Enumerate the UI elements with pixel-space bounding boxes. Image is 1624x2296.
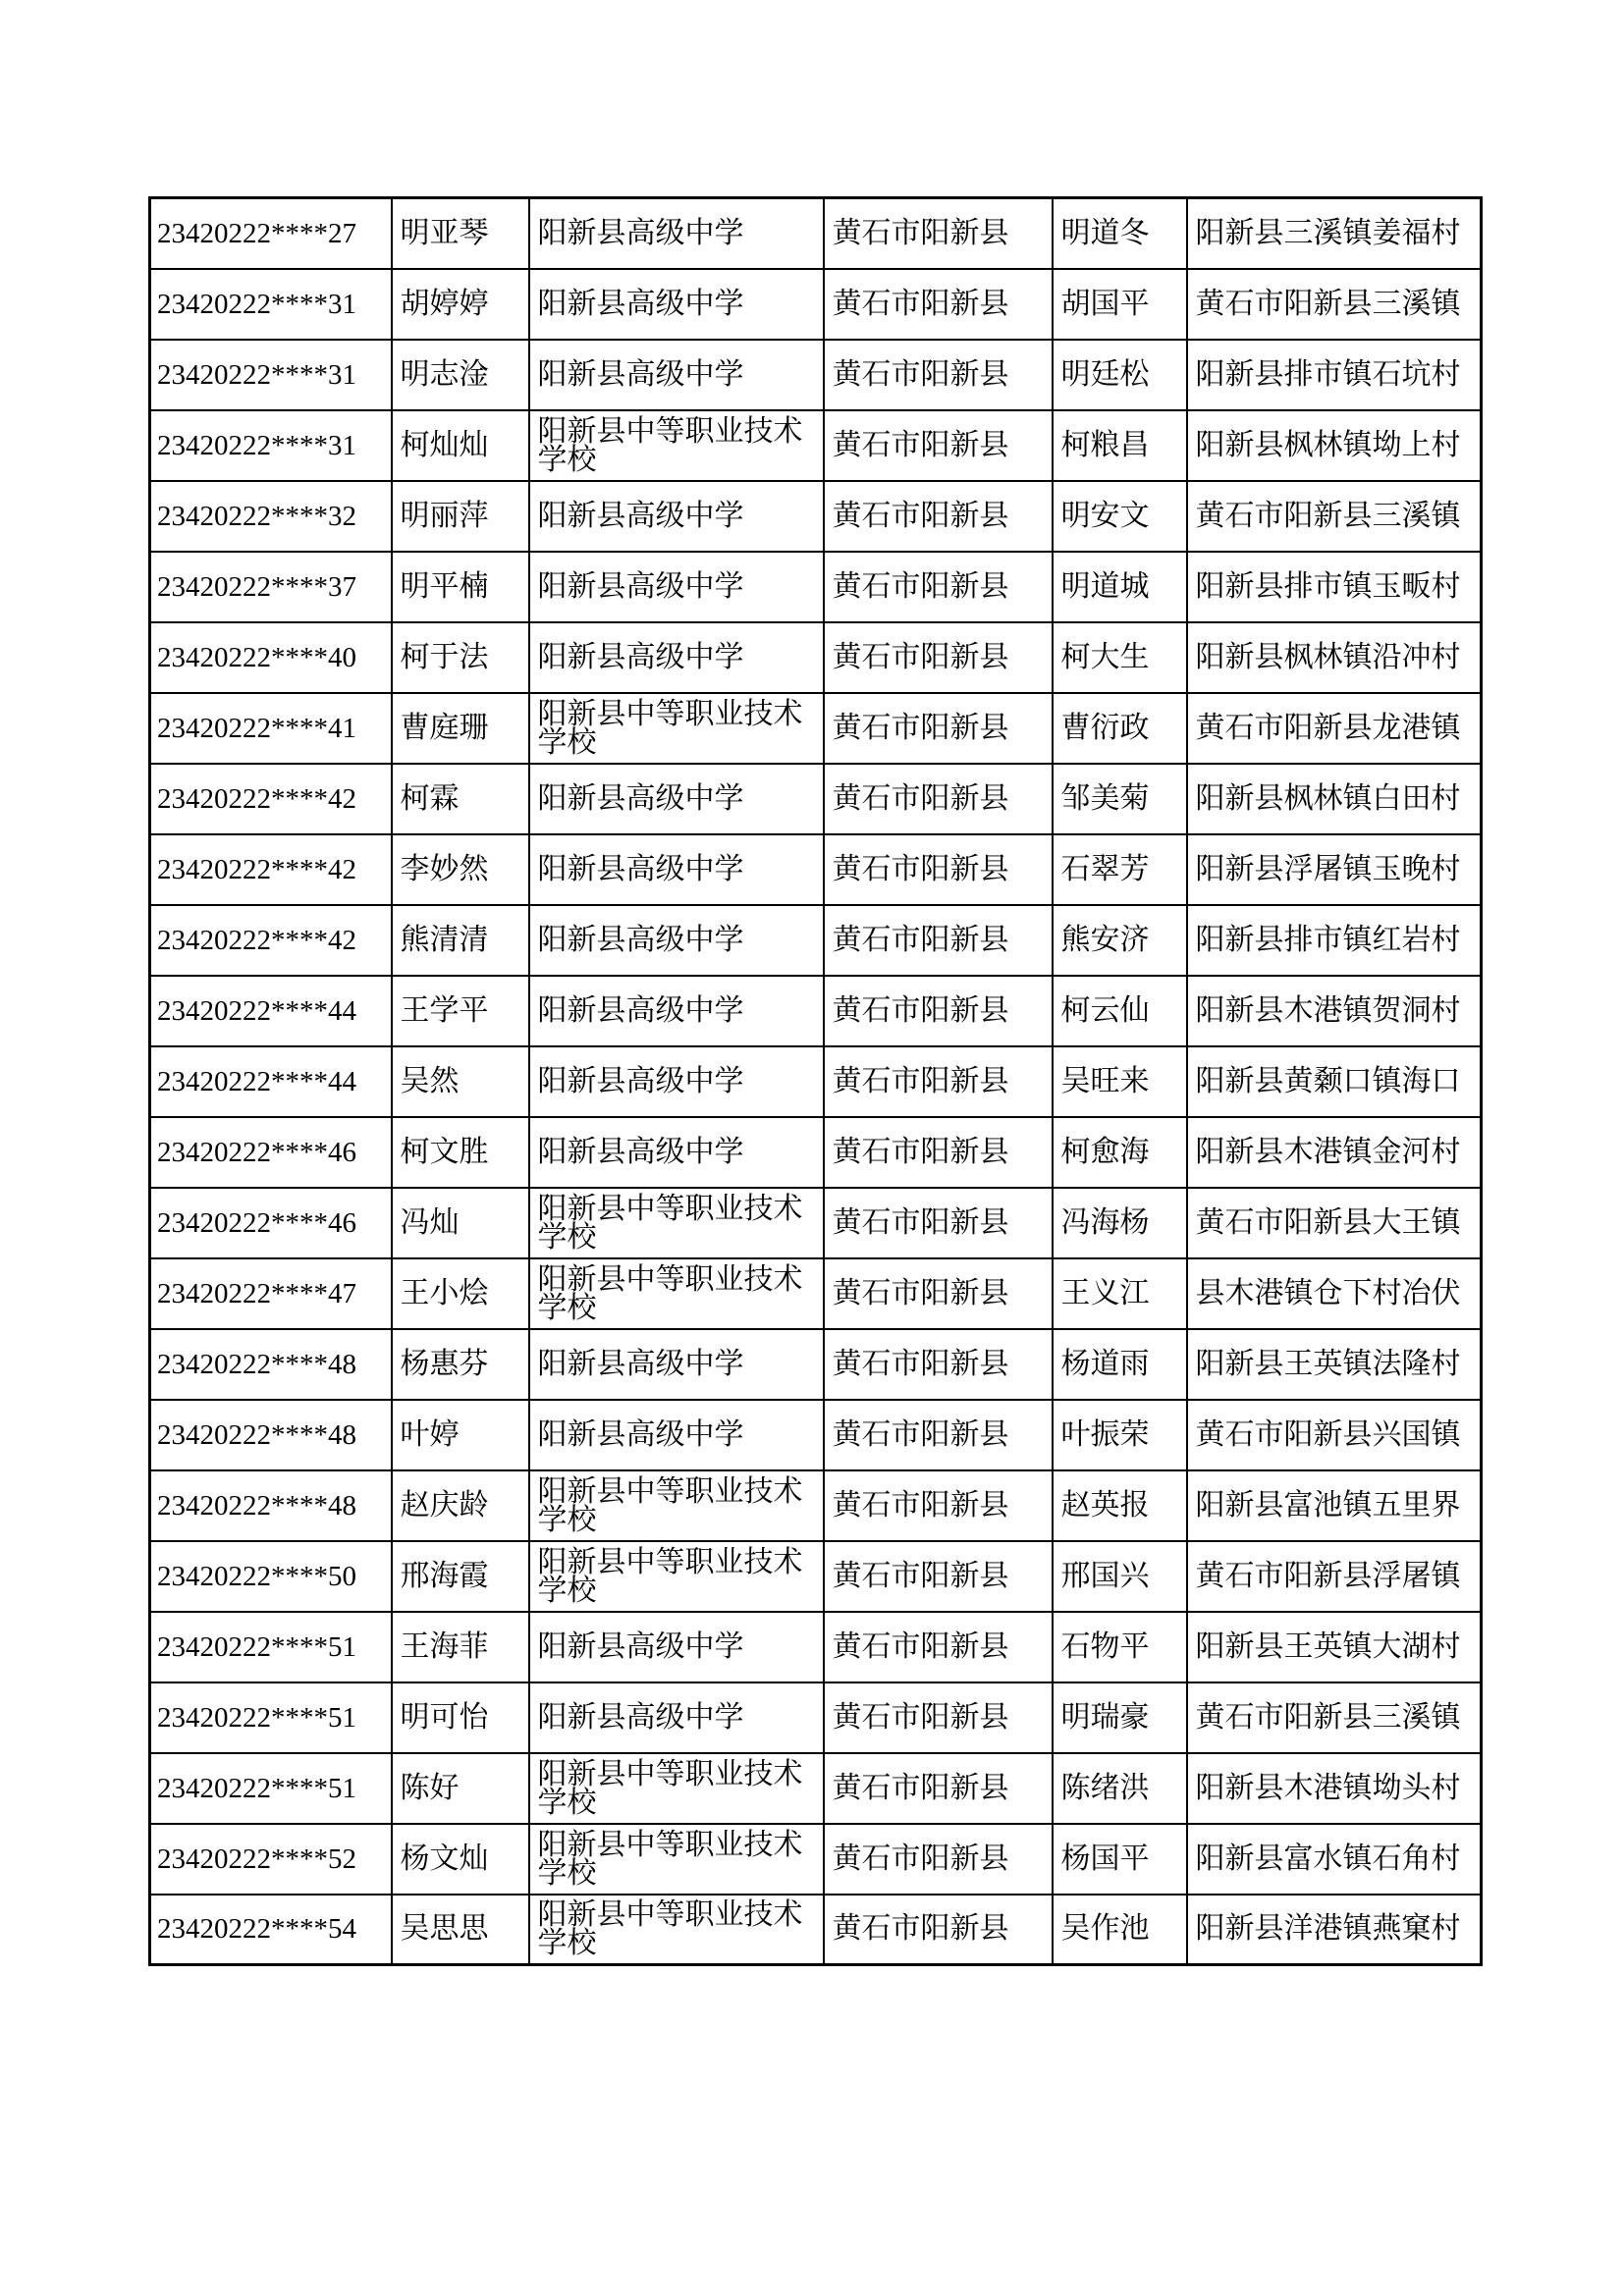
student-name-cell: 邢海霞 bbox=[392, 1541, 529, 1612]
student-name-cell: 明可怡 bbox=[392, 1682, 529, 1753]
region-cell: 黄石市阳新县 bbox=[824, 1470, 1053, 1541]
guardian-name-cell: 曹衍政 bbox=[1053, 693, 1187, 764]
guardian-name-cell: 吴旺来 bbox=[1053, 1046, 1187, 1117]
student-name-cell: 王小烩 bbox=[392, 1258, 529, 1329]
region-cell: 黄石市阳新县 bbox=[824, 693, 1053, 764]
guardian-name-cell: 邢国兴 bbox=[1053, 1541, 1187, 1612]
school-cell: 阳新县中等职业技术学校 bbox=[529, 410, 824, 481]
table-row bbox=[150, 1046, 1482, 1117]
region-cell: 黄石市阳新县 bbox=[824, 1541, 1053, 1612]
guardian-name-cell: 邹美菊 bbox=[1053, 764, 1187, 834]
guardian-name-cell: 明道冬 bbox=[1053, 198, 1187, 269]
address-cell: 阳新县木港镇坳头村 bbox=[1187, 1753, 1482, 1824]
student-name-cell: 明志淦 bbox=[392, 340, 529, 410]
school-cell: 阳新县高级中学 bbox=[529, 552, 824, 622]
table-row bbox=[150, 340, 1482, 410]
school-cell: 阳新县高级中学 bbox=[529, 905, 824, 976]
student-id-cell: 23420222****46 bbox=[150, 1188, 392, 1258]
guardian-name-cell: 明安文 bbox=[1053, 481, 1187, 552]
student-name-cell: 赵庆龄 bbox=[392, 1470, 529, 1541]
address-cell: 阳新县木港镇贺洞村 bbox=[1187, 976, 1482, 1046]
region-cell: 黄石市阳新县 bbox=[824, 905, 1053, 976]
student-name-cell: 王学平 bbox=[392, 976, 529, 1046]
table-row bbox=[150, 1612, 1482, 1682]
address-cell: 阳新县富水镇石角村 bbox=[1187, 1824, 1482, 1895]
school-cell: 阳新县中等职业技术学校 bbox=[529, 693, 824, 764]
address-cell: 阳新县枫林镇坳上村 bbox=[1187, 410, 1482, 481]
address-cell: 阳新县浮屠镇玉晚村 bbox=[1187, 834, 1482, 905]
region-cell: 黄石市阳新县 bbox=[824, 764, 1053, 834]
school-cell: 阳新县高级中学 bbox=[529, 834, 824, 905]
school-cell: 阳新县高级中学 bbox=[529, 1329, 824, 1400]
region-cell: 黄石市阳新县 bbox=[824, 1895, 1053, 1965]
student-id-cell: 23420222****27 bbox=[150, 198, 392, 269]
student-id-cell: 23420222****50 bbox=[150, 1541, 392, 1612]
school-cell: 阳新县高级中学 bbox=[529, 1400, 824, 1470]
region-cell: 黄石市阳新县 bbox=[824, 1682, 1053, 1753]
student-id-cell: 23420222****42 bbox=[150, 905, 392, 976]
address-cell: 黄石市阳新县兴国镇 bbox=[1187, 1400, 1482, 1470]
region-cell: 黄石市阳新县 bbox=[824, 1400, 1053, 1470]
student-id-cell: 23420222****32 bbox=[150, 481, 392, 552]
region-cell: 黄石市阳新县 bbox=[824, 1612, 1053, 1682]
address-cell: 阳新县枫林镇沿冲村 bbox=[1187, 622, 1482, 693]
school-cell: 阳新县高级中学 bbox=[529, 269, 824, 340]
guardian-name-cell: 赵英报 bbox=[1053, 1470, 1187, 1541]
student-name-cell: 杨惠芬 bbox=[392, 1329, 529, 1400]
school-cell: 阳新县高级中学 bbox=[529, 622, 824, 693]
school-cell: 阳新县中等职业技术学校 bbox=[529, 1541, 824, 1612]
guardian-name-cell: 吴作池 bbox=[1053, 1895, 1187, 1965]
school-cell: 阳新县高级中学 bbox=[529, 976, 824, 1046]
student-name-cell: 李妙然 bbox=[392, 834, 529, 905]
student-id-cell: 23420222****48 bbox=[150, 1400, 392, 1470]
table-row bbox=[150, 764, 1482, 834]
student-id-cell: 23420222****40 bbox=[150, 622, 392, 693]
student-name-cell: 明平楠 bbox=[392, 552, 529, 622]
student-name-cell: 叶婷 bbox=[392, 1400, 529, 1470]
address-cell: 阳新县枫林镇白田村 bbox=[1187, 764, 1482, 834]
guardian-name-cell: 熊安济 bbox=[1053, 905, 1187, 976]
student-id-cell: 23420222****44 bbox=[150, 1046, 392, 1117]
school-cell: 阳新县中等职业技术学校 bbox=[529, 1753, 824, 1824]
address-cell: 黄石市阳新县龙港镇 bbox=[1187, 693, 1482, 764]
student-name-cell: 柯文胜 bbox=[392, 1117, 529, 1188]
table-row bbox=[150, 1470, 1482, 1541]
region-cell: 黄石市阳新县 bbox=[824, 481, 1053, 552]
guardian-name-cell: 柯云仙 bbox=[1053, 976, 1187, 1046]
address-cell: 黄石市阳新县大王镇 bbox=[1187, 1188, 1482, 1258]
table-row bbox=[150, 976, 1482, 1046]
school-cell: 阳新县高级中学 bbox=[529, 1682, 824, 1753]
student-id-cell: 23420222****37 bbox=[150, 552, 392, 622]
table-row bbox=[150, 1824, 1482, 1895]
region-cell: 黄石市阳新县 bbox=[824, 622, 1053, 693]
student-id-cell: 23420222****51 bbox=[150, 1682, 392, 1753]
student-name-cell: 吴思思 bbox=[392, 1895, 529, 1965]
school-cell: 阳新县高级中学 bbox=[529, 1612, 824, 1682]
region-cell: 黄石市阳新县 bbox=[824, 269, 1053, 340]
address-cell: 黄石市阳新县三溪镇 bbox=[1187, 1682, 1482, 1753]
region-cell: 黄石市阳新县 bbox=[824, 1753, 1053, 1824]
region-cell: 黄石市阳新县 bbox=[824, 1258, 1053, 1329]
student-id-cell: 23420222****31 bbox=[150, 269, 392, 340]
address-cell: 阳新县三溪镇姜福村 bbox=[1187, 198, 1482, 269]
student-name-cell: 杨文灿 bbox=[392, 1824, 529, 1895]
student-id-cell: 23420222****42 bbox=[150, 834, 392, 905]
address-cell: 阳新县黄颡口镇海口 bbox=[1187, 1046, 1482, 1117]
student-id-cell: 23420222****44 bbox=[150, 976, 392, 1046]
guardian-name-cell: 明瑞豪 bbox=[1053, 1682, 1187, 1753]
school-cell: 阳新县高级中学 bbox=[529, 198, 824, 269]
table-row bbox=[150, 1188, 1482, 1258]
student-id-cell: 23420222****47 bbox=[150, 1258, 392, 1329]
guardian-name-cell: 明廷松 bbox=[1053, 340, 1187, 410]
table-row bbox=[150, 198, 1482, 269]
table-row bbox=[150, 1258, 1482, 1329]
address-cell: 阳新县洋港镇燕窠村 bbox=[1187, 1895, 1482, 1965]
guardian-name-cell: 柯粮昌 bbox=[1053, 410, 1187, 481]
student-name-cell: 胡婷婷 bbox=[392, 269, 529, 340]
roster-body bbox=[150, 198, 1482, 1965]
address-cell: 阳新县王英镇大湖村 bbox=[1187, 1612, 1482, 1682]
student-id-cell: 23420222****31 bbox=[150, 410, 392, 481]
student-name-cell: 冯灿 bbox=[392, 1188, 529, 1258]
school-cell: 阳新县中等职业技术学校 bbox=[529, 1258, 824, 1329]
student-id-cell: 23420222****51 bbox=[150, 1753, 392, 1824]
student-name-cell: 吴然 bbox=[392, 1046, 529, 1117]
school-cell: 阳新县高级中学 bbox=[529, 764, 824, 834]
region-cell: 黄石市阳新县 bbox=[824, 834, 1053, 905]
region-cell: 黄石市阳新县 bbox=[824, 976, 1053, 1046]
address-cell: 阳新县王英镇法隆村 bbox=[1187, 1329, 1482, 1400]
address-cell: 黄石市阳新县三溪镇 bbox=[1187, 269, 1482, 340]
guardian-name-cell: 胡国平 bbox=[1053, 269, 1187, 340]
school-cell: 阳新县高级中学 bbox=[529, 1117, 824, 1188]
student-name-cell: 明丽萍 bbox=[392, 481, 529, 552]
guardian-name-cell: 柯愈海 bbox=[1053, 1117, 1187, 1188]
student-name-cell: 柯灿灿 bbox=[392, 410, 529, 481]
student-id-cell: 23420222****31 bbox=[150, 340, 392, 410]
table-row bbox=[150, 905, 1482, 976]
student-id-cell: 23420222****48 bbox=[150, 1329, 392, 1400]
table-row bbox=[150, 552, 1482, 622]
region-cell: 黄石市阳新县 bbox=[824, 410, 1053, 481]
address-cell: 阳新县富池镇五里界 bbox=[1187, 1470, 1482, 1541]
student-name-cell: 曹庭珊 bbox=[392, 693, 529, 764]
region-cell: 黄石市阳新县 bbox=[824, 198, 1053, 269]
school-cell: 阳新县中等职业技术学校 bbox=[529, 1824, 824, 1895]
table-row bbox=[150, 693, 1482, 764]
guardian-name-cell: 冯海杨 bbox=[1053, 1188, 1187, 1258]
table-row bbox=[150, 1329, 1482, 1400]
region-cell: 黄石市阳新县 bbox=[824, 552, 1053, 622]
table-row bbox=[150, 269, 1482, 340]
student-name-cell: 王海菲 bbox=[392, 1612, 529, 1682]
school-cell: 阳新县中等职业技术学校 bbox=[529, 1188, 824, 1258]
guardian-name-cell: 明道城 bbox=[1053, 552, 1187, 622]
school-cell: 阳新县高级中学 bbox=[529, 481, 824, 552]
guardian-name-cell: 陈绪洪 bbox=[1053, 1753, 1187, 1824]
table-row bbox=[150, 410, 1482, 481]
table-row bbox=[150, 1117, 1482, 1188]
school-cell: 阳新县中等职业技术学校 bbox=[529, 1895, 824, 1965]
student-name-cell: 柯于法 bbox=[392, 622, 529, 693]
school-cell: 阳新县高级中学 bbox=[529, 340, 824, 410]
table-row bbox=[150, 1400, 1482, 1470]
guardian-name-cell: 石翠芳 bbox=[1053, 834, 1187, 905]
region-cell: 黄石市阳新县 bbox=[824, 1046, 1053, 1117]
student-name-cell: 明亚琴 bbox=[392, 198, 529, 269]
guardian-name-cell: 杨国平 bbox=[1053, 1824, 1187, 1895]
table-row bbox=[150, 622, 1482, 693]
school-cell: 阳新县高级中学 bbox=[529, 1046, 824, 1117]
address-cell: 黄石市阳新县浮屠镇 bbox=[1187, 1541, 1482, 1612]
address-cell: 黄石市阳新县三溪镇 bbox=[1187, 481, 1482, 552]
table-row bbox=[150, 1541, 1482, 1612]
student-id-cell: 23420222****52 bbox=[150, 1824, 392, 1895]
student-id-cell: 23420222****54 bbox=[150, 1895, 392, 1965]
student-id-cell: 23420222****42 bbox=[150, 764, 392, 834]
table-row bbox=[150, 1682, 1482, 1753]
student-id-cell: 23420222****41 bbox=[150, 693, 392, 764]
region-cell: 黄石市阳新县 bbox=[824, 1117, 1053, 1188]
table-row bbox=[150, 1895, 1482, 1965]
table-row bbox=[150, 481, 1482, 552]
student-id-cell: 23420222****46 bbox=[150, 1117, 392, 1188]
address-cell: 阳新县排市镇玉畈村 bbox=[1187, 552, 1482, 622]
roster-table bbox=[148, 196, 1483, 1966]
region-cell: 黄石市阳新县 bbox=[824, 1188, 1053, 1258]
region-cell: 黄石市阳新县 bbox=[824, 1824, 1053, 1895]
student-name-cell: 陈好 bbox=[392, 1753, 529, 1824]
guardian-name-cell: 王义江 bbox=[1053, 1258, 1187, 1329]
guardian-name-cell: 石物平 bbox=[1053, 1612, 1187, 1682]
address-cell: 阳新县排市镇红岩村 bbox=[1187, 905, 1482, 976]
guardian-name-cell: 叶振荣 bbox=[1053, 1400, 1187, 1470]
guardian-name-cell: 柯大生 bbox=[1053, 622, 1187, 693]
table-row bbox=[150, 1753, 1482, 1824]
student-name-cell: 柯霖 bbox=[392, 764, 529, 834]
student-id-cell: 23420222****51 bbox=[150, 1612, 392, 1682]
guardian-name-cell: 杨道雨 bbox=[1053, 1329, 1187, 1400]
table-row bbox=[150, 834, 1482, 905]
student-name-cell: 熊清清 bbox=[392, 905, 529, 976]
address-cell: 阳新县排市镇石坑村 bbox=[1187, 340, 1482, 410]
student-id-cell: 23420222****48 bbox=[150, 1470, 392, 1541]
region-cell: 黄石市阳新县 bbox=[824, 340, 1053, 410]
region-cell: 黄石市阳新县 bbox=[824, 1329, 1053, 1400]
address-cell: 县木港镇仓下村冶伏 bbox=[1187, 1258, 1482, 1329]
address-cell: 阳新县木港镇金河村 bbox=[1187, 1117, 1482, 1188]
school-cell: 阳新县中等职业技术学校 bbox=[529, 1470, 824, 1541]
